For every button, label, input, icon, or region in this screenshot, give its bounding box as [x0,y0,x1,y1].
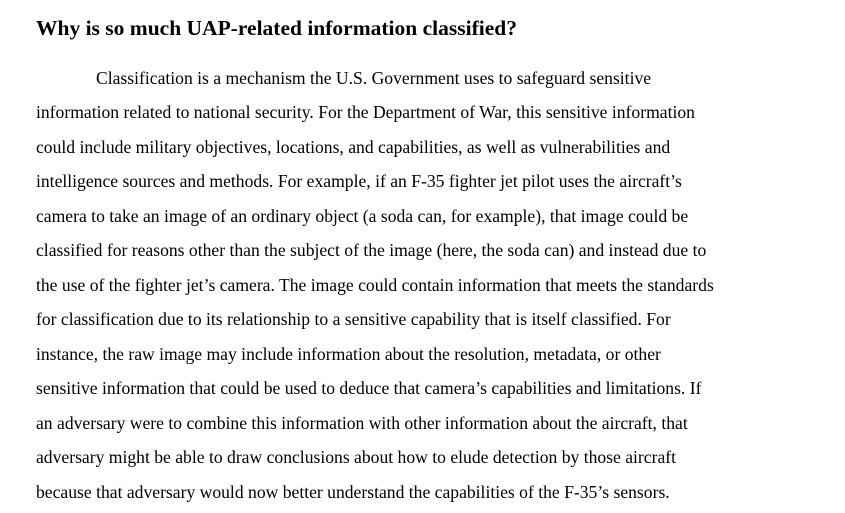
paragraph-line: intelligence sources and methods. For example, if an F-35 fighter jet pilot uses the aircraft’s [36,171,682,191]
paragraph-line: adversary might be able to draw conclusions about how to elude detection by those aircraft [36,447,677,467]
paragraph-line: information related to national security. For the Department of War, this sensitive information [36,102,695,122]
paragraph-line: instance, the raw image may include information about the resolution, metadata, or other [36,344,661,364]
paragraph-line: camera to take an image of an ordinary object (a soda can, for example), that image could be [36,206,689,226]
paragraph-line: for classification due to its relationship to a sensitive capability that is itself classified. For [36,309,671,329]
paragraph-line: could include military objectives, locations, and capabilities, as well as vulnerabilities and [36,137,671,157]
section-heading: Why is so much UAP-related information classified? [36,16,517,40]
paragraph-line: the use of the fighter jet’s camera. The image could contain information that meets the standards [36,275,714,295]
paragraph-line: because that adversary would now better understand the capabilities of the F-35’s sensors. [36,482,670,502]
paragraph-line: sensitive information that could be used to deduce that camera’s capabilities and limitations. If [36,378,702,398]
paragraph-line: Classification is a mechanism the U.S. Government uses to safeguard sensitive [96,68,652,88]
paragraph-line: classified for reasons other than the subject of the image (here, the soda can) and instead due to [36,240,707,260]
paragraph-line: an adversary were to combine this information with other information about the aircraft, that [36,413,688,433]
